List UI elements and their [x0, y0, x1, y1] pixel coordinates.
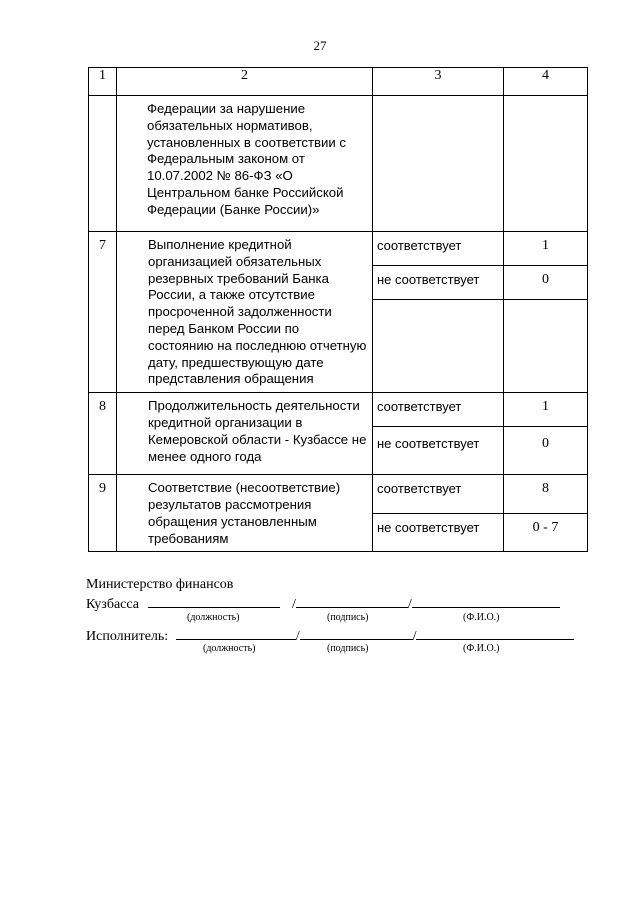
caption-signature: (подпись)	[327, 643, 369, 654]
table-row-continuation	[89, 96, 588, 232]
score-value: 1	[504, 393, 588, 427]
score-value: 0 - 7	[504, 513, 588, 552]
caption-position: (должность)	[203, 643, 256, 654]
caption-name: (Ф.И.О.)	[463, 643, 500, 654]
status-match: соответствует	[373, 232, 504, 266]
separator: /	[407, 597, 412, 612]
status-mismatch: не соответствует	[373, 513, 504, 552]
row-number: 8	[89, 393, 117, 475]
ministry-name-cont: Кузбасса	[86, 597, 139, 612]
separator: /	[291, 597, 296, 612]
status-match: соответствует	[373, 393, 504, 427]
value-empty	[504, 96, 588, 232]
table-row-9	[89, 475, 588, 514]
position-field[interactable]	[148, 594, 280, 608]
criterion-description: Выполнение кредитной организацией обязательных резервных требований Банка России, а также отсутствие просроченной задолженности перед Банком России по состоянию на последнюю отчетную дату, предшествующую дате представления обращения	[117, 232, 373, 393]
signature-field[interactable]	[296, 594, 408, 608]
score-value: 0	[504, 427, 588, 475]
caption-signature: (подпись)	[327, 612, 369, 623]
status-mismatch: не соответствует	[373, 427, 504, 475]
separator: /	[295, 629, 300, 644]
status-empty	[373, 300, 504, 393]
value-empty	[504, 300, 588, 393]
score-value: 1	[504, 232, 588, 266]
name-field[interactable]	[412, 594, 560, 608]
row-number: 9	[89, 475, 117, 552]
column-header-1: 1	[89, 68, 117, 96]
row-number-empty	[89, 96, 117, 232]
row-number: 7	[89, 232, 117, 393]
executor-label: Исполнитель:	[86, 629, 169, 644]
signature-field[interactable]	[300, 626, 413, 640]
status-mismatch: не соответствует	[373, 266, 504, 300]
status-match: соответствует	[373, 475, 504, 514]
table-row-8	[89, 393, 588, 427]
name-field[interactable]	[416, 626, 574, 640]
caption-name: (Ф.И.О.)	[463, 612, 500, 623]
separator: /	[412, 629, 417, 644]
score-value: 8	[504, 475, 588, 514]
table-header-row	[89, 68, 588, 96]
criterion-description: Продолжительность деятельности кредитной организации в Кемеровской области - Кузбассе не менее одного года	[117, 393, 373, 475]
criterion-description: Соответствие (несоответствие) результатов рассмотрения обращения установленным требованиям	[117, 475, 373, 552]
caption-position: (должность)	[187, 612, 240, 623]
column-header-3: 3	[373, 68, 504, 96]
position-field[interactable]	[176, 626, 296, 640]
ministry-signature-line	[86, 594, 560, 613]
column-header-4: 4	[504, 68, 588, 96]
criterion-description: Федерации за нарушение обязательных нормативов, установленных в соответствии с Федеральным законом от 10.07.2002 № 86-ФЗ «О Центральном банке Российской Федерации (Банке России)»	[117, 96, 373, 232]
page-number: 27	[313, 38, 327, 53]
ministry-title: Министерство финансов	[86, 577, 234, 592]
table-row-7	[89, 232, 588, 266]
score-value: 0	[504, 266, 588, 300]
status-empty	[373, 96, 504, 232]
column-header-2: 2	[117, 68, 373, 96]
criteria-table	[88, 67, 588, 552]
